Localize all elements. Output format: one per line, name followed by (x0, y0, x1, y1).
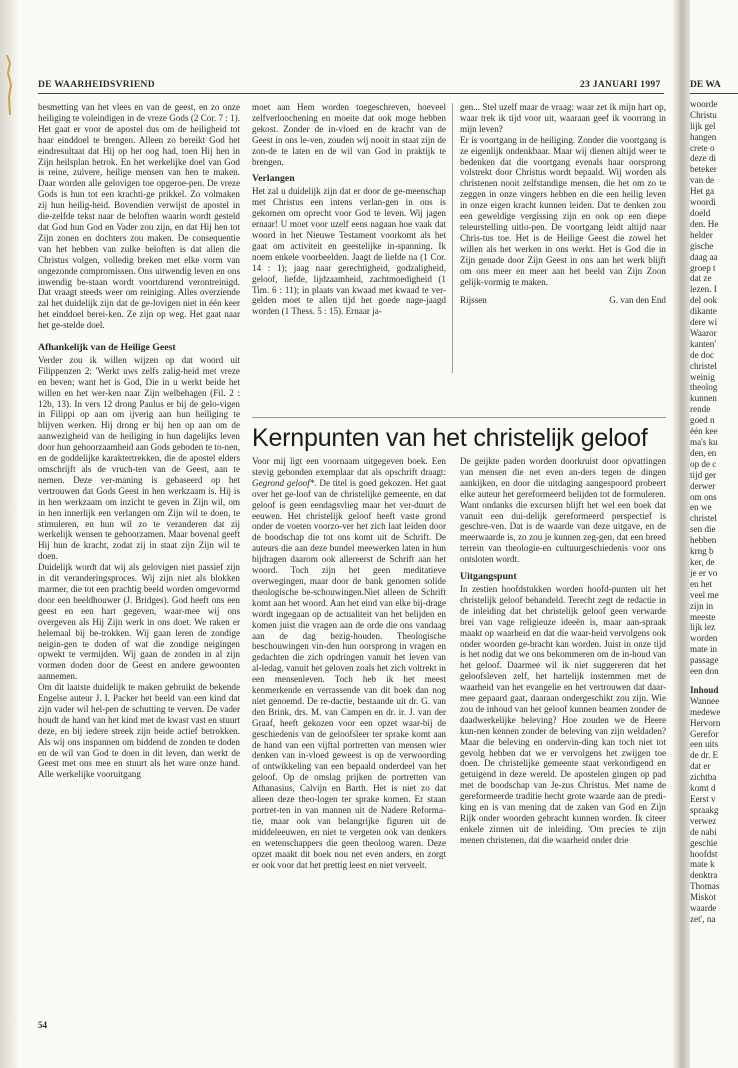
facing-line: denktra (690, 870, 718, 881)
facing-line: deze di (690, 153, 717, 164)
facing-line: goed n (690, 415, 715, 426)
article-divider (252, 417, 666, 418)
facing-line: den, en (690, 447, 717, 458)
facing-heading: Inhoud (690, 684, 719, 695)
facing-line: en we (690, 502, 712, 513)
facing-line: hangen (690, 131, 717, 142)
facing-line: Gerefor (690, 728, 719, 739)
text-run: . De titel is goed gekozen. Het gaat over het ge-loof van de christelijke gemeente, en dat geloof is geen eendagsvlieg maar het ver-duurt de eeuwen. Het christelijk geloof heeft vaste grond onder de voeten voorzo-ver het zich laat leiden door de boodschap die tot ons komt uit de Schrift. De auteurs die aan deze bundel meewerken laten in hun bijdragen daarom ook allereerst de Schrift aan het woord. Toch zijn het geen meditatieve overwegingen, maar door de bank genomen solide theologische be-schouwingen.Niet alleen de Schrift komt aan het woord. Aan het eind van elke bij-drage wordt ingegaan op de actualiteit van het belijden en komen juist die vragen aan de orde die ons vandaag aan de dag bezig-houden. Theologische beschouwingen vin-den hun oorsprong in vragen en gedachten die zich opdringen vanuit het leven van al-ledag, vanuit het geloven zoals het zich voltrekt in een mensenleven. Toch heb ik het meest kenmerkende en verrassende van dit boek dan nog niet genoemd. De re-dactie, bestaande uit dr. G. van den Brink, drs. M. van Campen en dr. ir. J. van der Graaf, heeft gekozen voor een opzet waar-bij de geschiedenis van de geloofsleer ter sprake komt aan de hand van een vijftal portretten van mensen wier denken van in-vloed geweest is op de verwoording of ontwikkeling van een bepaald onderdeel van het geloof. Op de omslag prijken de portretten van Athanasius, Calvijn en Barth. Het is niet zo dat alleen deze theo-logen ter sprake komen. Er staan portret-ten in van mannen uit de Nadere Reforma-tie, maar ook van belangrijke figuren uit de middeleeuwen, en niet te vergeten ook van denkers en wetenschappers die geen theoloog waren. Deze opzet maakt dit boek nou net even anders, en zorgt er ook voor dat het prettig leest en niet verveelt. (252, 477, 446, 870)
paragraph: De geijkte paden worden doorkruist door opvattingen van mensen die net even an-ders tegen de dingen aankijken, en door die uitdaging aangespoord probeert elke auteur het gereformeerd belijden tot de formuleren. Want ondanks die excursen blijft het wel een boek dat vanuit een dui-delijk gereformeerd perspectief is geschre-ven. Dat is de waarde van deze uitgave, en de meerwaarde is, zo zou je kunnen zeg-gen, dat een breed terrein van theologie-en cultuurgeschiedenis voor ons ontsloten wordt. (460, 456, 666, 565)
facing-line: lezen. I (690, 284, 717, 295)
issue-date: 23 JANUARI 1997 (580, 80, 661, 90)
binding-mark-icon (4, 55, 14, 115)
column-2-top (252, 102, 446, 317)
facing-text-fragments-2 (690, 696, 738, 925)
paragraph: gen... Stel uzelf maar de vraag: waar zet ik mijn hart op, waar trek ik tijd voor uit, waaraan geef ik voorrang in mijn leven? (460, 102, 666, 134)
paragraph: moet aan Hem worden toegeschreven, hoeveel zelfverloochening en moeite dat ook moge hebben gekost. Zonder de in-vloed en de kracht van de Geest in ons le-ven, zouden wij nooit in staat zijn de zon-de te laten en de wil van God in praktijk te brengen. (252, 102, 446, 167)
facing-line: dere wi (690, 317, 718, 328)
facing-line: ker, de (690, 556, 715, 567)
section-heading: Verlangen (252, 173, 295, 185)
facing-line: hebben (690, 535, 717, 546)
facing-line: geschie (690, 837, 718, 848)
facing-line: komt d (690, 783, 716, 794)
facing-line: waarde (690, 903, 717, 914)
column-2-bottom (252, 456, 446, 870)
facing-line: christel (690, 513, 717, 524)
facing-line: veel me (690, 589, 719, 600)
facing-line: Eerst v (690, 794, 716, 804)
book-gutter (672, 0, 690, 1068)
facing-line: Christu (690, 109, 717, 120)
column-3-bottom (460, 456, 666, 846)
facing-line: de nabi (690, 826, 717, 837)
facing-text-fragments (690, 99, 738, 677)
paragraph: besmetting van het vlees en van de geest, en zo onze heiliging te voleindigen in de vreze Gods (2 Cor. 7 : 1). Het gaat er voor de apostel dus om de heiligheid tot haar einddoel te brengen. Alleen zo bereikt God het eindresultaat dat Hij op het oog had, toen Hij hen in Zijn heilsplan betrok. En het werkelijke doel van God is reine, zuivere, heilige mensen van hen te maken. Daar worden alle gelovigen toe opgeroe-pen. De vreze Gods is hun tot een krachti-ge prikkel. Zo volmaken zij hun heilig-heid. Bovendien verwijst de apostel in die-zelfde tekst naar de beloften waarin wordt gesteld dat God hun God en Vader zou zijn, en dat Hij hen tot Zijn zonen en dochters zou maken. De consequentie van het hebben van zulke beloften is dat allen die Christus volgen, volledig breken met elke vorm van ongezonde compromissen. Ons uitwendig leven en ons inwendig be-staan wordt voortdurend verontreinigd. Dat vraagt steeds weer om reiniging. Alles overziende zal het duidelijk zijn dat de ge-lovigen niet in één keer het einddoel berei-ken. Ze zijn op weg. Het gaat naar het ge-stelde doel. (38, 102, 240, 331)
facing-line: rende (690, 404, 711, 415)
paragraph: Om dit laatste duidelijk te maken gebruikt de bekende Engelse auteur J. I. Packer het beeld van een kind dat zijn vader wil hel-pen de schutting te verven. De vader houdt de hand van het kind met de kwast vast en stuurt deze, en bij iedere streek zijn beide actief betrokken. Als wij ons inspannen om biddend de zonden te doden en de wil van God te doen in dit leven, dan werkt de Geest met ons mee en stuurt als het ware onze hand. Alle werkelijke vooruitgang (38, 682, 240, 780)
facing-line: doeld (690, 207, 711, 218)
facing-line: derwer (690, 480, 716, 491)
paragraph: Het zal u duidelijk zijn dat er door de ge-meenschap met Christus een intens verlan-gen in ons is gekomen om oprecht voor God te leven. Wij jagen ernaar! U moet voor uzelf eens nagaan hoe vaak dat woord in het Nieuwe Testament voorkomt als het gaat om activiteit en geestelijke in-spanning. Ik noem enkele voorbeelden. Jaagt de liefde na (1 Cor. 14 : 1); jaag naar gerechtigheid, godzaligheid, geloof, liefde, lijdzaamheid, zachtmoedigheid (1 Tim. 6 : 11); in plaats van kwaad met kwaad te ver-gelden moet te allen tijd het goede nage-jaagd worden (1 Thess. 5 : 15). Ernaar ja- (252, 186, 446, 317)
facing-journal-title: DE WA (690, 80, 721, 90)
facing-line: woorde (690, 98, 718, 109)
section-heading: Afhankelijk van de Heilige Geest (38, 342, 176, 354)
facing-line: hoofdst (690, 848, 718, 859)
facing-line: en het (690, 578, 713, 589)
book-title: Gegrond geloof* (252, 477, 315, 488)
signature-place: Rijssen (460, 295, 487, 306)
facing-line: daag aa (690, 251, 718, 262)
facing-line: mate k (690, 859, 715, 870)
signature-author: G. van den End (609, 295, 666, 306)
facing-line: zichtba (690, 772, 717, 783)
facing-line: Het ga (690, 186, 715, 197)
page-edge-shadow (0, 0, 20, 1068)
facing-line: weinig (690, 371, 715, 382)
facing-line: zet', na (690, 913, 716, 924)
facing-line: spraakg (690, 804, 719, 815)
facing-line: één kee (690, 426, 718, 437)
column-1 (38, 102, 240, 780)
facing-line: medewe (690, 706, 721, 717)
facing-line: Miskot (690, 892, 716, 903)
facing-line: tijd ger (690, 469, 717, 480)
facing-line: Waaror (690, 327, 717, 338)
facing-line: mate in (690, 644, 718, 655)
facing-line: dikante (690, 306, 717, 317)
facing-line: verwez (690, 815, 717, 826)
facing-line: christel (690, 360, 717, 371)
facing-line: krng b (690, 546, 714, 557)
facing-line: kanten' (690, 338, 716, 349)
facing-line: zijn in (690, 600, 714, 611)
facing-line: kunnen (690, 393, 717, 404)
paragraph: Duidelijk wordt dat wij als gelovigen niet passief zijn in dit veranderingsproces. Wij zijn niet als blokken marmer, die tot een prachtig beeld worden omgevormd door een beeldhouwer (J. Bridges). God heeft ons een geest en een hart gegeven, waar-mee wij ons overgeven als Hij Zijn werk in ons doet. We raken er helemaal bij be-trokken. Wij gaan leren de zondige neigin-gen te doden of wat die zondige neigingen opwekt te vermijden. Wij gaan de zonden in al zijn vormen doden door de Geest en andere gewoonten aannemen. (38, 562, 240, 682)
facing-line: crete o (690, 142, 715, 153)
facing-line: den. He (690, 218, 719, 229)
journal-title: DE WAARHEIDSVRIEND (38, 80, 155, 90)
facing-line: ma's ku (690, 437, 718, 447)
facing-line: sen die (690, 524, 716, 535)
signature (460, 295, 666, 306)
paragraph (252, 456, 446, 870)
facing-line: de dr. E (690, 750, 719, 761)
paragraph: Er is voortgang in de heiliging. Zonder die voortgang is ze eigenlijk ondenkbaar. Maar wij dienen altijd weer te bedenken dat die voortgang evenals haar oorsprong volstrekt door Christus wordt bepaald. Wij worden als christenen nooit zelfstandige mensen, die het om zo te zeggen in onze vingers hebben en die een heilig leven in onze eigen kracht kunnen leiden. Dat te denken zou een geweldige vergissing zijn en ook op een diepe teleurstelling uitlo-pen. De voortgang leidt altijd naar Chris-tus toe. Het is de Heilige Geest die zowel het willen als het werken in ons werkt. Het is God die in Zijn genade door Zijn Geest in ons aan het werk blijft om ons meer en meer aan het beeld van Zijn Zoon gelijk-vormig te maken. (460, 134, 666, 287)
facing-line: de doc (690, 349, 715, 360)
facing-line: groep t (690, 262, 716, 273)
section-heading: Uitgangspunt (460, 571, 517, 583)
facing-line: lijk lez (690, 622, 716, 633)
facing-line: dat ze (690, 273, 712, 284)
facing-line: van de (690, 175, 715, 186)
facing-line: je er vo (690, 567, 718, 578)
facing-line: dat er (690, 761, 711, 772)
column-divider (452, 103, 453, 373)
facing-line: Hervorn (690, 717, 721, 728)
facing-line: theolog (690, 382, 718, 393)
facing-line: gische (690, 240, 714, 251)
column-3-top (460, 102, 666, 306)
paragraph: In zestien hoofdstukken worden hoofd-punten uit het christelijk geloof behandeld. Terecht zegt de redactie in de inleiding dat het christelijk geloof geen verwarde brei van vage religieuze ideeën is, maar aan-spraak maakt op waarheid en dat die waar-heid vervolgens ook onder woorden ge-bracht kan worden. Juist in onze tijd is het nodig dat we ons bekommeren om de in-houd van het geloof. Daarmee wil ik niet suggereren dat het geloofsleven zelf, het hartelijk instemmen met de waarheid van het evangelie en het vertrouwen dat daar-mee gepaard gaat, daaraan ondergeschikt zou zijn. Wie zou de inhoud van het geloof kunnen beamen zonder de daadwerkelijke beleving? Hoe zouden we de Heere kun-nen kennen zonder de beleving van zijn weldaden? Maar die beleving en ondervin-ding kan toch niet tot gevolg hebben dat we er vervolgens het zwijgen toe doen. De christelijke gemeente staat verkondigend en getuigend in deze wereld. De apostelen gingen op pad met de boodschap van Je-zus Christus. Met name de gereformeerde traditie hecht grote waarde aan de predi-king en is van mening dat de zaken van God en Zijn Rijk onder woorden gebracht kunnen worden. Ik citeer enkele zinnen uit de inleiding. 'Om precies te zijn menen christenen, dat die waarheid onder drie (460, 583, 666, 845)
header-rule (38, 93, 664, 94)
facing-header-rule (690, 93, 738, 94)
facing-page-fragment (690, 80, 738, 925)
facing-line: helder (690, 229, 713, 240)
facing-line: beteker (690, 164, 717, 175)
facing-line: woordi (690, 197, 716, 208)
facing-line: een don (690, 666, 719, 677)
facing-line: om ons (690, 491, 717, 502)
facing-line: Wannee (690, 695, 720, 706)
paragraph: Verder zou ik willen wijzen op dat woord uit Filippenzen 2: 'Werkt uws zelfs zalig-heid met vreze en beven; want het is God, Die in u werkt beide het willen en het wer-ken naar Zijn welbehagen (Fil. 2 : 12b, 13). In vers 12 drong Paulus er bij de gelo-vigen in Filippi op aan om ijverig aan hun heiliging te blijven werken. Hij drong er bij hen op aan om de aanwezigheid van de heiliging in hun dagelijks leven door hun gehoorzaamheid aan Gods geboden te to-nen, en de goddelijke karaktertrekken, die de apostel elders omschrijft als de vruch-ten van de Geest, aan te nemen. Deze ver-maning is gebaseerd op het vertrouwen dat Gods Geest in hen werkzaam is. Hij is in hen werkzaam om inzicht te geven in Zijn wil, om in hen innerlijk een verlangen om Zijn wil te doen, te stimuleren, en hun wil zo te veranderen dat zij werkelijk wensen te gehoorzamen. Maar bovenal geeft Hij hun de kracht, zodat zij in staat zijn Zijn wil te doen. (38, 354, 240, 562)
text-run: Voor mij ligt een voornaam uitgegeven boek. Een stevig gebonden exemplaar dat als opschrift draagt: (252, 456, 446, 477)
facing-line: worden (690, 633, 718, 644)
facing-line: Thomas (690, 881, 720, 892)
facing-line: op de c (690, 458, 717, 469)
facing-line: lijk gel (690, 120, 716, 131)
facing-line: meeste (690, 611, 716, 622)
facing-line: passage (690, 655, 719, 666)
article-title: Kernpunten van het christelijk geloof (252, 424, 648, 452)
facing-line: del ook (690, 295, 718, 306)
page-number: 54 (38, 1020, 47, 1030)
facing-line: een uits (690, 739, 719, 750)
